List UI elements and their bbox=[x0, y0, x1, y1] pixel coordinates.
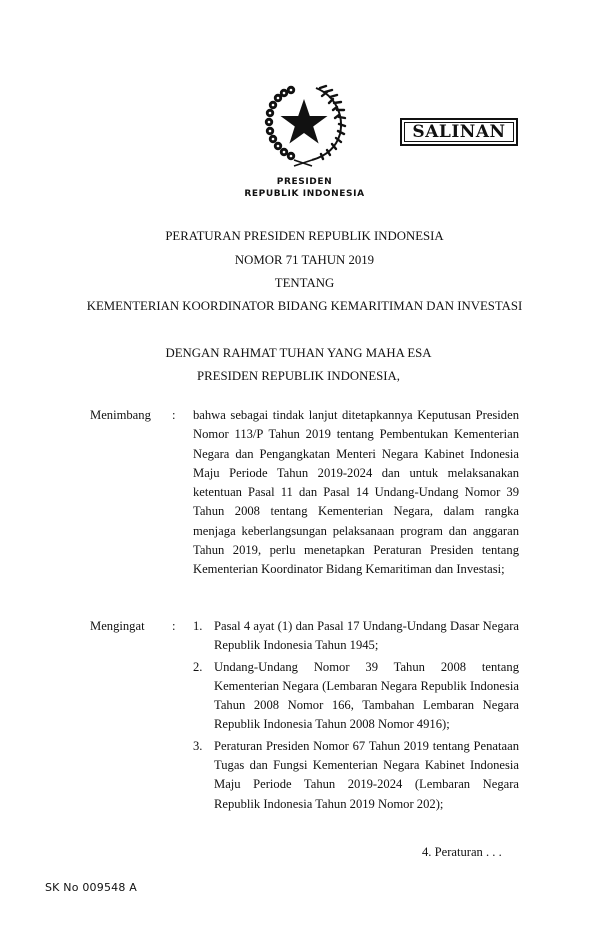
list-item-number: 1. bbox=[193, 619, 203, 633]
list-item bbox=[193, 617, 519, 656]
regulation-number: NOMOR 71 TAHUN 2019 bbox=[234, 253, 375, 267]
document-serial-number: SK No 009548 A bbox=[45, 881, 137, 894]
regulation-subject: KEMENTERIAN KOORDINATOR BIDANG KEMARITIMAN DAN INVESTASI bbox=[86, 299, 523, 313]
salinan-stamp-text: SALINAN bbox=[412, 122, 506, 142]
preamble-line-2: PRESIDEN REPUBLIK INDONESIA, bbox=[197, 369, 400, 383]
mengingat-list bbox=[193, 617, 519, 814]
republik-indonesia-label: REPUBLIK INDONESIA bbox=[244, 189, 365, 199]
list-item-text: Pasal 4 ayat (1) dan Pasal 17 Undang-Undang Dasar Negara Republik Indonesia Tahun 1945; bbox=[214, 619, 519, 653]
menimbang-colon: : bbox=[172, 408, 176, 422]
regulation-title: PERATURAN PRESIDEN REPUBLIK INDONESIA bbox=[165, 229, 444, 243]
list-item-text: Undang-Undang Nomor 39 Tahun 2008 tentang Kementerian Negara (Lembaran Negara Republik Indonesia Tahun 2008 Nomor 166, Tambahan Lembaran Negara Republik Indonesia Tahun 2008 Nomor 4916); bbox=[214, 659, 519, 732]
list-item-number: 3. bbox=[193, 738, 203, 753]
list-item-number: 2. bbox=[193, 659, 203, 674]
mengingat-colon: : bbox=[172, 619, 176, 633]
list-item bbox=[193, 737, 519, 814]
list-item bbox=[193, 658, 519, 735]
salinan-stamp bbox=[400, 118, 518, 146]
menimbang-text: bahwa sebagai tindak lanjut ditetapkannya Keputusan Presiden Nomor 113/P Tahun 2019 tentang Pembentukan Kementerian Negara dan Pengangkatan Menteri Negara Kabinet Indonesia Maju Periode Tahun 2019-2024 dan untuk melaksanakan ketentuan Pasal 11 dan Pasal 14 Undang-Undang Nomor 39 Tahun 2008 tentang Kementerian Negara, dalam rangka menjaga keberlangsungan pelaksanaan program dan anggaran Tahun 2019, perlu menetapkan Peraturan Presiden tentang Kementerian Koordinator Bidang Kemaritiman dan Investasi; bbox=[193, 408, 519, 577]
presiden-label: PRESIDEN bbox=[276, 177, 333, 187]
regulation-about: TENTANG bbox=[274, 276, 335, 290]
page-continuation: 4. Peraturan . . . bbox=[422, 845, 502, 859]
preamble-line-1: DENGAN RAHMAT TUHAN YANG MAHA ESA bbox=[165, 346, 432, 360]
mengingat-label: Mengingat bbox=[90, 619, 145, 633]
menimbang-label: Menimbang bbox=[90, 408, 151, 422]
list-item-text: Peraturan Presiden Nomor 67 Tahun 2019 tentang Penataan Tugas dan Fungsi Kementerian Negara Kabinet Indonesia Maju Periode Tahun 2019-2024 (Lembaran Negara Republik Indonesia Tahun 2019 Nomor 202); bbox=[214, 738, 519, 811]
presidential-emblem-icon bbox=[254, 82, 352, 168]
